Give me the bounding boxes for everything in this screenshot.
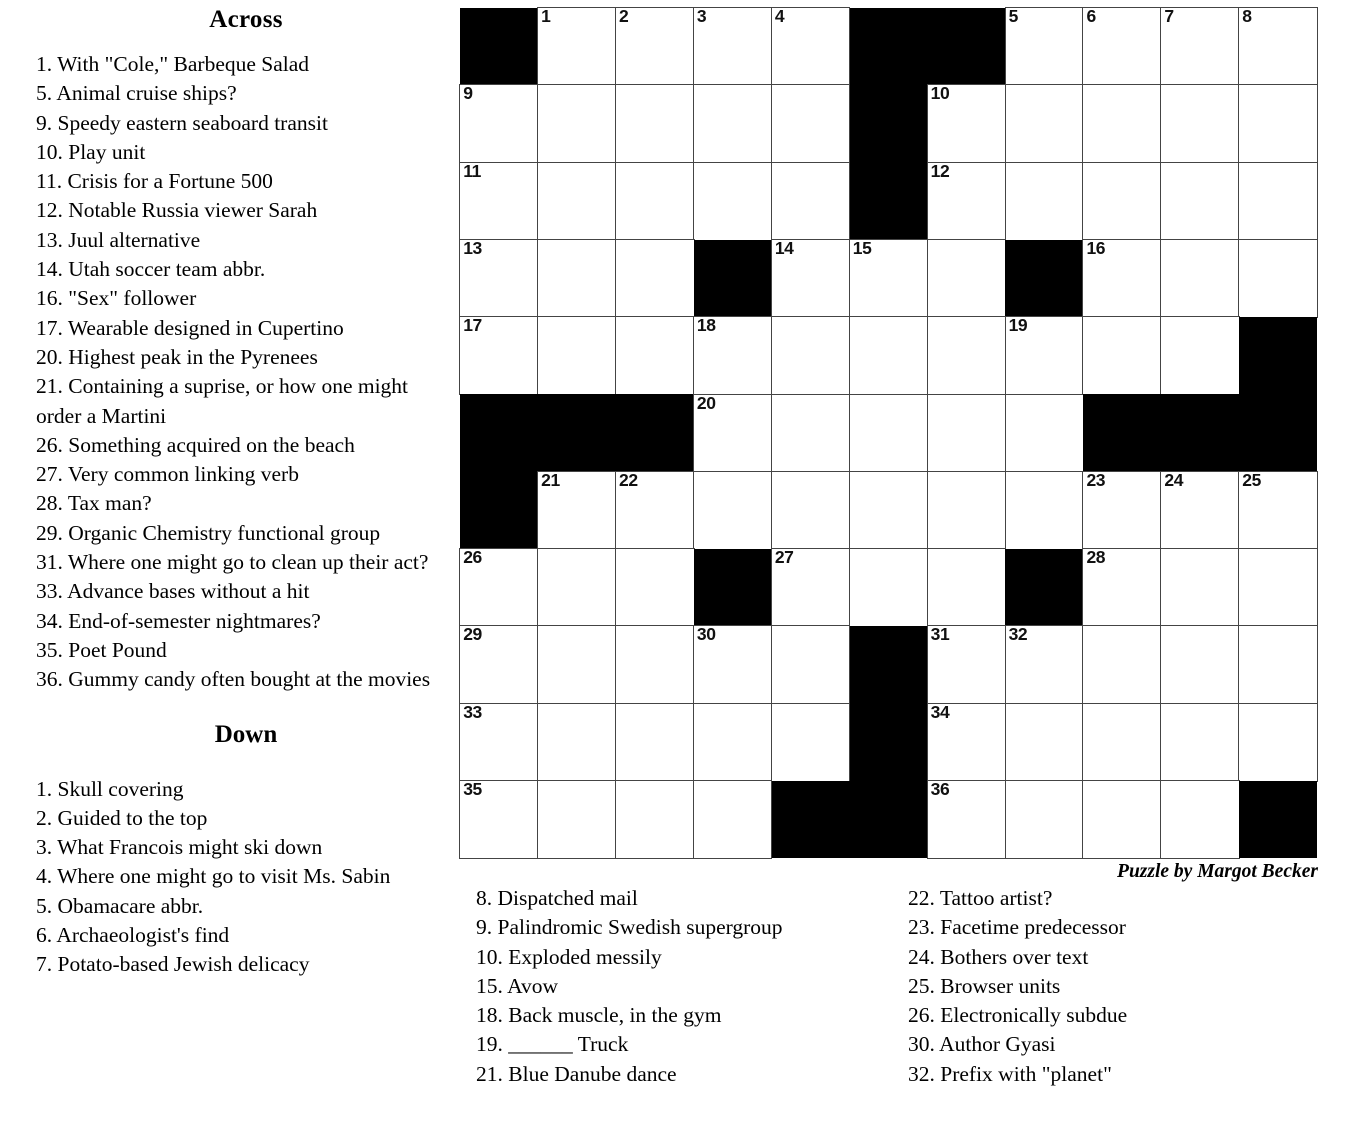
grid-cell[interactable] [615,316,695,395]
grid-cell[interactable] [927,780,1007,859]
grid-cell[interactable] [927,394,1007,473]
grid-cell-number: 33 [463,701,482,722]
down-clue: 4. Where one might go to visit Ms. Sabin [36,864,391,889]
grid-block [927,8,1005,85]
grid-cell[interactable] [927,162,1007,241]
grid-cell[interactable] [771,394,851,473]
grid-block [850,85,928,162]
grid-cell-number: 29 [463,624,482,645]
across-clue: 33. Advance bases without a hit [36,579,310,604]
grid-cell[interactable] [1082,703,1162,782]
grid-cell[interactable] [459,84,539,163]
grid-cell-number: 22 [619,469,638,490]
grid-cell[interactable] [1238,7,1318,86]
grid-block [616,394,694,471]
grid-block [850,626,928,703]
grid-cell[interactable] [459,239,539,318]
across-clue: 31. Where one might go to clean up their act? [36,550,429,575]
grid-cell[interactable] [1082,316,1162,395]
across-clue: 14. Utah soccer team abbr. [36,257,266,282]
grid-block [1161,394,1239,471]
grid-cell[interactable] [537,703,617,782]
down-clue: 5. Obamacare abbr. [36,893,204,918]
grid-cell[interactable] [1238,84,1318,163]
grid-cell[interactable] [1005,316,1085,395]
grid-cell-number: 35 [463,778,482,799]
across-clue: 16. "Sex" follower [36,286,197,311]
grid-cell[interactable] [1160,7,1240,86]
grid-cell[interactable] [693,162,773,241]
grid-cell-number: 6 [1086,6,1096,27]
grid-cell[interactable] [1160,780,1240,859]
down-clue: 24. Bothers over text [908,944,1089,969]
grid-cell-number: 3 [696,6,707,27]
down-clue-column-2 [476,884,896,1089]
grid-cell[interactable] [693,703,773,782]
grid-block [538,394,616,471]
grid-cell[interactable] [1005,625,1085,704]
grid-block [1083,394,1161,471]
grid-block [694,549,772,626]
grid-cell[interactable] [849,316,929,395]
grid-cell[interactable] [537,316,617,395]
grid-cell[interactable] [1238,703,1318,782]
grid-cell[interactable] [927,703,1007,782]
grid-cell-number: 12 [930,160,950,181]
down-clue-list-column-2 [476,884,896,1089]
grid-cell[interactable] [693,625,773,704]
grid-cell[interactable] [771,7,851,86]
grid-cell[interactable] [1005,703,1085,782]
down-clue: 1. Skull covering [36,776,184,801]
grid-block [1239,317,1317,394]
grid-cell-number: 23 [1086,469,1106,490]
grid-cell[interactable] [693,7,773,86]
grid-block [850,781,928,858]
grid-block [850,8,928,85]
grid-cell[interactable] [1160,84,1240,163]
grid-cell[interactable] [537,625,617,704]
grid-cell[interactable] [849,471,929,550]
grid-cell[interactable] [771,703,851,782]
grid-cell[interactable] [537,239,617,318]
grid-cell-number: 27 [774,547,794,568]
across-clue: 26. Something acquired on the beach [36,432,355,457]
down-clue: 26. Electronically subdue [908,1003,1128,1028]
grid-cell-number: 8 [1242,6,1252,27]
grid-cell[interactable] [927,548,1007,627]
grid-cell[interactable] [927,625,1007,704]
grid-cell-number: 16 [1086,238,1106,259]
grid-cell[interactable] [459,703,539,782]
grid-cell[interactable] [537,7,617,86]
grid-cell[interactable] [1160,316,1240,395]
grid-cell-number: 7 [1164,6,1174,27]
grid-cell[interactable] [849,394,929,473]
grid-cell-number: 9 [463,83,473,104]
grid-cell[interactable] [1160,162,1240,241]
grid-block [850,163,928,240]
grid-cell[interactable] [693,471,773,550]
across-clue: 5. Animal cruise ships? [36,81,237,106]
across-clue: 21. Containing a suprise, or how one might order a Martini [36,374,409,428]
grid-cell[interactable] [615,703,695,782]
grid-block [1005,549,1083,626]
grid-cell[interactable] [1160,703,1240,782]
grid-cell[interactable] [1005,84,1085,163]
grid-cell[interactable] [615,239,695,318]
down-clue: 3. What Francois might ski down [36,835,323,860]
grid-cell[interactable] [849,548,929,627]
grid-cell[interactable] [771,162,851,241]
down-clue: 32. Prefix with "planet" [908,1061,1112,1086]
down-clue: 7. Potato-based Jewish delicacy [36,952,310,977]
grid-cell[interactable] [1005,162,1085,241]
down-heading: Down [214,720,278,748]
grid-cell-number: 10 [930,83,950,104]
across-clue: 27. Very common linking verb [36,462,299,487]
down-clue: 9. Palindromic Swedish supergroup [476,915,783,940]
down-clue: 18. Back muscle, in the gym [476,1003,722,1028]
grid-cell[interactable] [537,162,617,241]
grid-cell[interactable] [615,162,695,241]
grid-cell[interactable] [927,84,1007,163]
grid-cell[interactable] [1082,162,1162,241]
grid-block [772,781,850,858]
down-clue: 8. Dispatched mail [476,886,638,910]
grid-block [850,703,928,780]
across-clue: 34. End-of-semester nightmares? [36,608,321,633]
grid-cell[interactable] [771,316,851,395]
grid-cell[interactable] [927,239,1007,318]
grid-cell[interactable] [693,84,773,163]
down-clue: 25. Browser units [908,973,1061,998]
grid-cell-number: 11 [463,160,481,181]
grid-cell[interactable] [1238,239,1318,318]
across-clue: 36. Gummy candy often bought at the movies [36,667,431,692]
grid-cell[interactable] [771,548,851,627]
grid-cell-number: 1 [541,6,551,27]
grid-block [694,240,772,317]
grid-cell-number: 14 [774,238,794,259]
grid-cell-number: 30 [696,624,716,645]
grid-cell[interactable] [459,780,539,859]
grid-cell[interactable] [615,780,695,859]
down-clue: 23. Facetime predecessor [908,915,1126,940]
across-clue: 1. With "Cole," Barbeque Salad [36,52,310,76]
grid-cell[interactable] [459,548,539,627]
grid-cell[interactable] [1005,394,1085,473]
across-clue: 28. Tax man? [36,491,152,516]
grid-block [1005,240,1083,317]
grid-cell[interactable] [1082,780,1162,859]
grid-cell-number: 4 [774,6,785,27]
grid-cell[interactable] [1160,625,1240,704]
grid-block [460,472,538,549]
grid-cell[interactable] [1160,548,1240,627]
grid-cell[interactable] [615,7,695,86]
grid-cell-number: 2 [619,6,629,27]
across-clue: 17. Wearable designed in Cupertino [36,315,344,340]
grid-cell-number: 15 [852,238,872,259]
grid-cell[interactable] [537,780,617,859]
grid-cell[interactable] [459,316,539,395]
down-clue: 19. ______ Truck [476,1032,629,1057]
across-heading: Across [209,6,283,33]
grid-cell-number: 31 [930,624,950,645]
grid-cell[interactable] [537,471,617,550]
grid-cell[interactable] [771,471,851,550]
grid-cell-number: 26 [463,547,482,568]
down-clue: 15. Avow [476,973,559,998]
crossword-grid-container [460,8,1317,858]
down-clue: 10. Exploded messily [476,944,662,969]
grid-cell[interactable] [771,239,851,318]
puzzle-byline: Puzzle by Margot Becker [1117,861,1318,882]
grid-cell-number: 25 [1242,469,1261,490]
grid-cell[interactable] [1238,162,1318,241]
grid-cell-number: 17 [463,315,482,336]
down-clue: 22. Tattoo artist? [908,886,1053,910]
grid-cell[interactable] [693,394,773,473]
grid-cell[interactable] [927,316,1007,395]
grid-cell[interactable] [771,625,851,704]
across-clue: 20. Highest peak in the Pyrenees [36,344,318,369]
grid-cell[interactable] [693,316,773,395]
grid-cell[interactable] [849,239,929,318]
grid-cell[interactable] [1082,84,1162,163]
crossword-grid[interactable] [460,8,1317,858]
grid-cell[interactable] [693,780,773,859]
grid-cell-number: 13 [463,238,482,259]
grid-cell-number: 28 [1086,547,1106,568]
down-clue: 6. Archaeologist's find [36,923,230,948]
grid-cell[interactable] [927,471,1007,550]
down-clue: 2. Guided to the top [36,805,208,830]
down-clue: 30. Author Gyasi [908,1032,1056,1057]
grid-cell-number: 24 [1164,469,1184,490]
grid-cell[interactable] [771,84,851,163]
grid-block [460,394,538,471]
across-clue-column [36,0,456,980]
grid-cell[interactable] [537,548,617,627]
across-clue: 11. Crisis for a Fortune 500 [36,169,273,194]
grid-cell-number: 34 [930,701,950,722]
across-clue: 13. Juul alternative [36,227,201,252]
grid-cell[interactable] [1160,471,1240,550]
grid-cell[interactable] [459,162,539,241]
grid-cell[interactable] [1238,471,1318,550]
down-clue-list-column-1 [36,775,456,980]
across-clue: 35. Poet Pound [36,637,167,662]
grid-cell[interactable] [1082,7,1162,86]
grid-cell-number: 32 [1008,624,1028,645]
down-clue: 21. Blue Danube dance [476,1061,677,1086]
grid-cell[interactable] [1082,471,1162,550]
grid-cell[interactable] [615,548,695,627]
grid-cell[interactable] [1160,239,1240,318]
grid-cell[interactable] [1005,7,1085,86]
grid-block [1239,781,1317,858]
grid-cell-number: 21 [541,469,560,490]
grid-cell-number: 18 [696,315,716,336]
down-clue-list-column-3 [908,884,1338,1089]
grid-block [460,8,538,85]
grid-cell[interactable] [615,84,695,163]
grid-cell[interactable] [1238,548,1318,627]
down-clue-column-3 [908,884,1338,1089]
grid-cell[interactable] [1082,625,1162,704]
grid-cell[interactable] [615,625,695,704]
grid-cell[interactable] [615,471,695,550]
across-clue: 12. Notable Russia viewer Sarah [36,198,318,223]
grid-cell[interactable] [1005,780,1085,859]
grid-cell[interactable] [537,84,617,163]
grid-cell-number: 36 [930,778,950,799]
grid-block [1239,394,1317,471]
grid-cell-number: 5 [1008,6,1018,27]
across-clue-list [36,50,456,695]
across-clue: 9. Speedy eastern seaboard transit [36,110,328,135]
grid-cell[interactable] [1238,625,1318,704]
grid-cell[interactable] [459,625,539,704]
across-clue: 10. Play unit [36,139,146,164]
grid-cell[interactable] [1005,471,1085,550]
grid-cell[interactable] [1082,548,1162,627]
grid-cell-number: 20 [696,392,716,413]
across-clue: 29. Organic Chemistry functional group [36,520,381,545]
grid-cell-number: 19 [1008,315,1028,336]
grid-cell[interactable] [1082,239,1162,318]
